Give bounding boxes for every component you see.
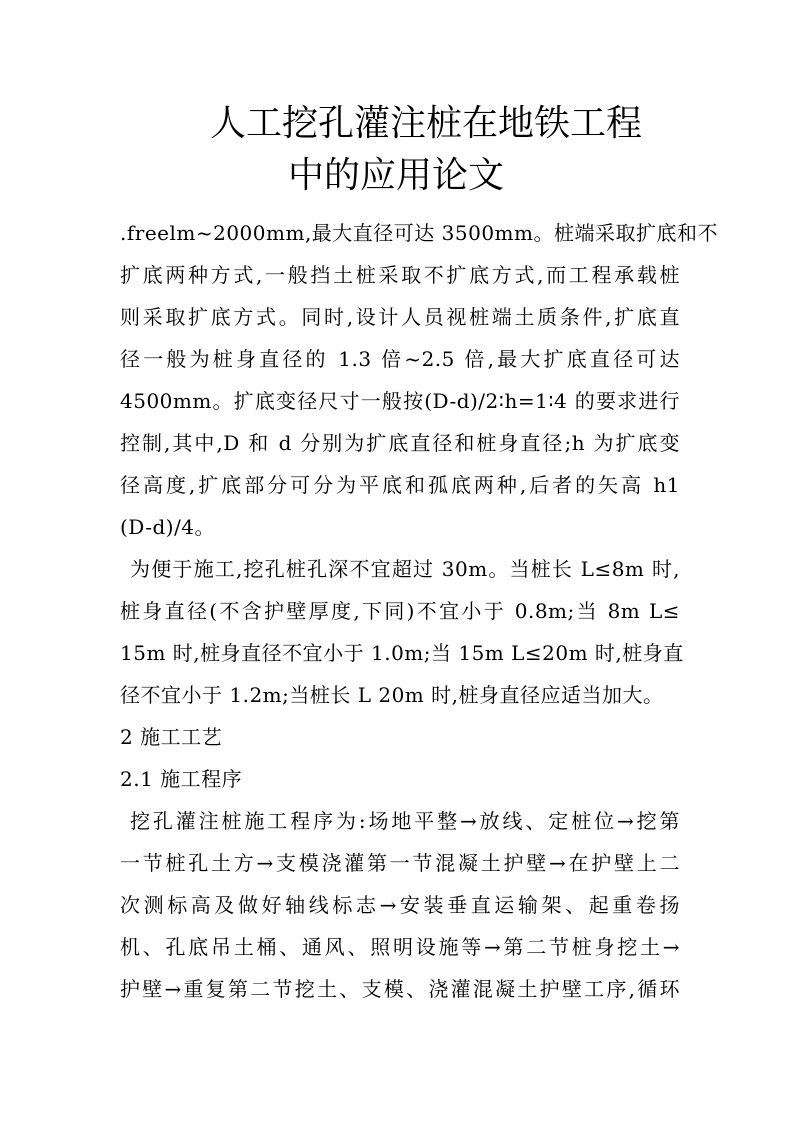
text-line: 机、孔底吊土桶、通风、照明设施等→第二节桩身挖土→ <box>120 935 680 959</box>
text-line: .freelm~2000mm,最大直径可达 3500mm。桩端采取扩底和不 <box>120 221 718 245</box>
document-body <box>120 212 718 1010</box>
text-line: 4500mm。扩底变径尺寸一般按(D-d)/2∶h=1∶4 的要求进行 <box>120 389 680 413</box>
text-line: 径不宜小于 1.2m;当桩长 L 20m 时,桩身直径应适当加大。 <box>120 683 664 707</box>
paragraph-pile-diameter <box>120 212 718 548</box>
text-line: 15m 时,桩身直径不宜小于 1.0m;当 15m L≤20m 时,桩身直 <box>120 641 684 665</box>
text-line: 为便于施工,挖孔桩孔深不宜超过 30m。当桩长 L≤8m 时, <box>130 557 680 581</box>
text-line: 一节桩孔土方→支模浇灌第一节混凝土护壁→在护壁上二 <box>120 851 680 875</box>
section-heading: 2 施工工艺 <box>120 725 223 749</box>
title-line-1: 人工挖孔灌注桩在地铁工程 <box>210 103 643 144</box>
text-line: 扩底两种方式,一般挡土桩采取不扩底方式,而工程承载桩 <box>120 263 680 287</box>
text-line: 则采取扩底方式。同时,设计人员视桩端土质条件,扩底直 <box>120 305 680 329</box>
text-line: 径高度,扩底部分可分为平底和孤底两种,后者的矢高 h1 <box>120 473 680 497</box>
text-line: 挖孔灌注桩施工程序为:场地平整→放线、定桩位→挖第 <box>130 809 680 833</box>
text-line: 次测标高及做好轴线标志→安装垂直运输架、起重卷扬 <box>120 893 680 917</box>
paragraph-pile-depth <box>120 548 684 716</box>
paragraph-construction-procedure <box>120 800 680 1010</box>
text-line: (D-d)/4。 <box>120 515 216 539</box>
text-line: 径一般为桩身直径的 1.3 倍~2.5 倍,最大扩底直径可达 <box>120 347 680 371</box>
text-line: 桩身直径(不含护壁厚度,下同)不宜小于 0.8m;当 8m L≤ <box>120 599 680 623</box>
text-line: 护壁→重复第二节挖土、支模、浇灌混凝土护壁工序,循环 <box>120 977 680 1001</box>
title-line-2: 中的应用论文 <box>288 155 505 196</box>
text-line: 控制,其中,D 和 d 分别为扩底直径和桩身直径;h 为扩底变 <box>120 431 680 455</box>
document-title <box>120 98 680 202</box>
subsection-heading: 2.1 施工程序 <box>120 767 243 791</box>
